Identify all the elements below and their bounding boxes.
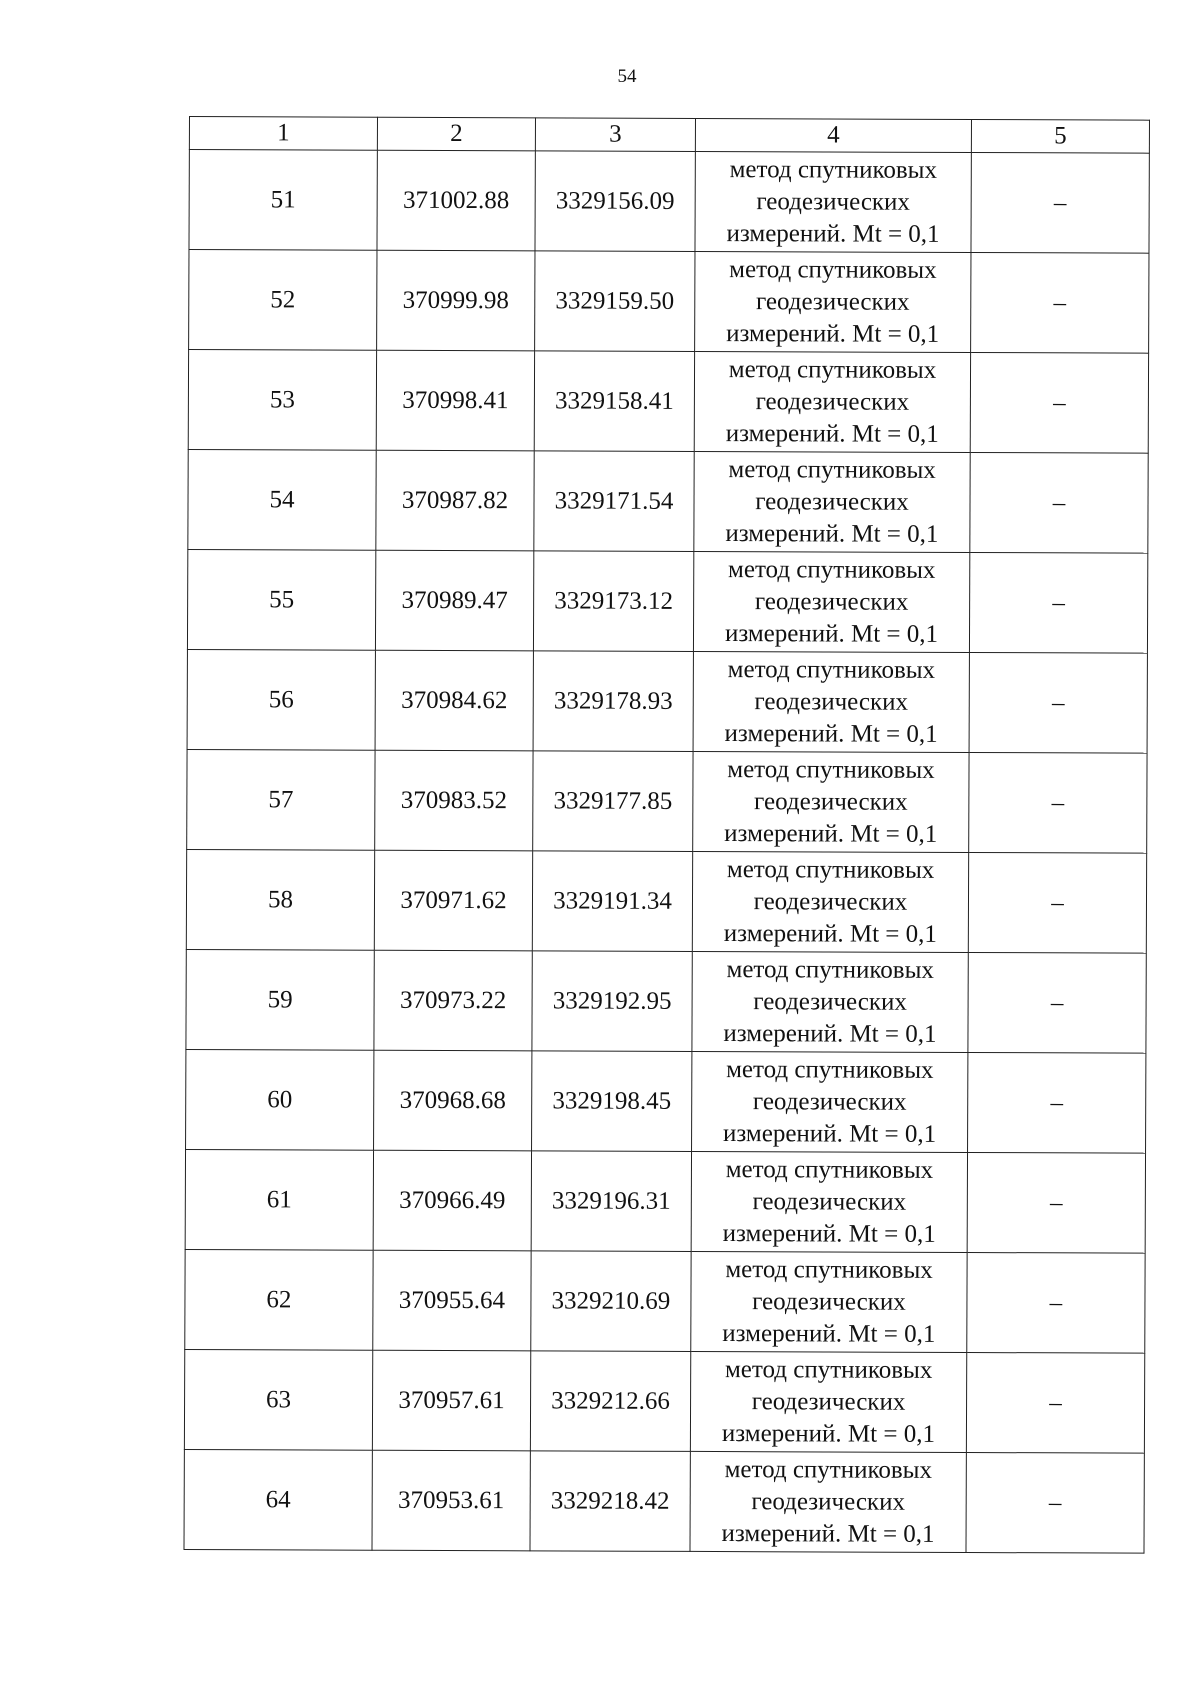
method-line: геодезических bbox=[755, 487, 909, 516]
coordinate-x-cell: 370966.49 bbox=[373, 1150, 531, 1251]
method-line: геодезических bbox=[752, 1187, 907, 1216]
header-col-5: 5 bbox=[971, 120, 1149, 154]
coordinate-y-cell: 3329156.09 bbox=[535, 151, 695, 252]
method-cell bbox=[690, 1351, 966, 1452]
coordinate-y-cell: 3329177.85 bbox=[533, 751, 693, 852]
coordinate-x-cell: 370989.47 bbox=[375, 550, 533, 651]
method-line: геодезических bbox=[754, 787, 908, 816]
coordinate-x-cell: 370999.98 bbox=[377, 250, 535, 351]
note-cell: – bbox=[969, 752, 1147, 853]
method-line: метод спутниковых bbox=[728, 455, 936, 484]
coordinate-y-cell: 3329171.54 bbox=[534, 451, 694, 552]
method-line: измерений. Mt = 0,1 bbox=[724, 719, 938, 748]
method-line: геодезических bbox=[752, 1287, 906, 1316]
note-cell: – bbox=[966, 1352, 1144, 1453]
point-number-cell: 53 bbox=[188, 350, 376, 451]
note-cell: – bbox=[971, 153, 1149, 254]
table-row bbox=[186, 849, 1146, 953]
method-line: измерений. Mt = 0,1 bbox=[721, 1519, 935, 1548]
method-cell bbox=[695, 251, 971, 352]
point-number-cell: 62 bbox=[185, 1249, 373, 1350]
method-cell bbox=[692, 1051, 968, 1152]
table-row bbox=[188, 449, 1148, 553]
note-cell: – bbox=[967, 1152, 1145, 1253]
method-line: метод спутниковых bbox=[725, 1155, 934, 1184]
method-line: измерений. Mt = 0,1 bbox=[726, 319, 940, 348]
point-number-cell: 58 bbox=[186, 849, 374, 950]
method-line: измерений. Mt = 0,1 bbox=[722, 1319, 936, 1348]
table-row bbox=[187, 549, 1147, 653]
method-line: измерений. Mt = 0,1 bbox=[725, 419, 939, 448]
method-line: метод спутниковых bbox=[727, 655, 936, 684]
point-number-cell: 51 bbox=[189, 150, 377, 251]
method-line: измерений. Mt = 0,1 bbox=[723, 1019, 937, 1048]
method-cell bbox=[691, 1151, 967, 1252]
table-body bbox=[184, 150, 1149, 1554]
header-col-4: 4 bbox=[695, 118, 971, 152]
coordinate-y-cell: 3329218.42 bbox=[530, 1451, 690, 1552]
table-header bbox=[189, 117, 1149, 154]
coordinate-x-cell: 370998.41 bbox=[376, 350, 534, 451]
point-number-cell: 52 bbox=[189, 250, 377, 351]
method-line: геодезических bbox=[751, 1487, 906, 1516]
method-line: метод спутниковых bbox=[728, 555, 936, 584]
method-line: геодезических bbox=[752, 1087, 907, 1116]
note-cell: – bbox=[969, 653, 1147, 754]
coordinate-x-cell: 370987.82 bbox=[376, 450, 534, 551]
method-line: метод спутниковых bbox=[725, 1255, 933, 1284]
point-number-cell: 55 bbox=[187, 549, 375, 650]
method-line: геодезических bbox=[755, 387, 910, 416]
table-row bbox=[189, 250, 1149, 354]
method-line: измерений. Mt = 0,1 bbox=[726, 219, 940, 248]
method-line: метод спутниковых bbox=[724, 1355, 933, 1384]
header-row bbox=[189, 117, 1149, 154]
method-line: метод спутниковых bbox=[726, 855, 935, 884]
note-cell: – bbox=[968, 852, 1146, 953]
coordinate-y-cell: 3329196.31 bbox=[531, 1151, 691, 1252]
method-line: метод спутниковых bbox=[729, 255, 937, 284]
point-number-cell: 60 bbox=[186, 1049, 374, 1150]
coordinate-y-cell: 3329159.50 bbox=[535, 251, 695, 352]
coordinate-x-cell: 370955.64 bbox=[373, 1250, 531, 1351]
coordinate-y-cell: 3329212.66 bbox=[530, 1351, 690, 1452]
note-cell: – bbox=[969, 553, 1147, 654]
coordinate-y-cell: 3329158.41 bbox=[534, 351, 694, 452]
coordinate-x-cell: 371002.88 bbox=[377, 150, 535, 251]
coordinate-y-cell: 3329173.12 bbox=[533, 551, 693, 652]
header-col-3: 3 bbox=[535, 118, 695, 152]
method-line: геодезических bbox=[756, 187, 911, 216]
coordinate-y-cell: 3329210.69 bbox=[531, 1251, 691, 1352]
method-line: измерений. Mt = 0,1 bbox=[723, 919, 937, 948]
point-number-cell: 57 bbox=[187, 749, 375, 850]
point-number-cell: 59 bbox=[186, 949, 374, 1050]
table-row bbox=[187, 649, 1147, 753]
method-line: метод спутниковых bbox=[726, 955, 934, 984]
header-col-2: 2 bbox=[377, 117, 535, 151]
method-line: метод спутниковых bbox=[728, 355, 937, 384]
method-line: измерений. Mt = 0,1 bbox=[724, 619, 939, 648]
note-cell: – bbox=[968, 1052, 1146, 1153]
coordinate-x-cell: 370973.22 bbox=[374, 950, 532, 1051]
method-line: метод спутниковых bbox=[726, 1055, 934, 1084]
method-line: измерений. Mt = 0,1 bbox=[721, 1419, 936, 1448]
table-row bbox=[185, 1249, 1145, 1353]
method-line: геодезических bbox=[751, 1387, 906, 1416]
point-number-cell: 64 bbox=[184, 1449, 372, 1550]
table-row bbox=[184, 1349, 1144, 1453]
coordinates-table bbox=[183, 116, 1149, 1554]
method-line: метод спутниковых bbox=[724, 1455, 933, 1484]
note-cell: – bbox=[966, 1452, 1144, 1553]
method-line: геодезических bbox=[753, 987, 907, 1016]
coordinate-x-cell: 370953.61 bbox=[372, 1450, 530, 1551]
method-cell bbox=[693, 651, 969, 752]
method-cell bbox=[692, 951, 968, 1052]
coordinate-x-cell: 370957.61 bbox=[372, 1350, 530, 1451]
method-line: измерений. Mt = 0,1 bbox=[722, 1219, 936, 1248]
header-col-1: 1 bbox=[189, 117, 377, 151]
note-cell: – bbox=[967, 1252, 1145, 1353]
coordinate-x-cell: 370984.62 bbox=[375, 650, 533, 751]
method-cell bbox=[691, 1251, 967, 1352]
point-number-cell: 56 bbox=[187, 649, 375, 750]
method-line: измерений. Mt = 0,1 bbox=[724, 819, 938, 848]
method-line: измерений. Mt = 0,1 bbox=[723, 1119, 937, 1148]
point-number-cell: 61 bbox=[185, 1149, 373, 1250]
note-cell: – bbox=[968, 952, 1146, 1053]
coordinate-y-cell: 3329192.95 bbox=[532, 951, 692, 1052]
method-cell bbox=[693, 551, 969, 652]
point-number-cell: 54 bbox=[188, 449, 376, 550]
coordinate-y-cell: 3329198.45 bbox=[532, 1051, 692, 1152]
method-line: геодезических bbox=[754, 687, 909, 716]
method-line: метод спутниковых bbox=[729, 155, 938, 184]
table-row bbox=[186, 1049, 1146, 1153]
table-row bbox=[187, 749, 1147, 853]
coordinate-x-cell: 370971.62 bbox=[374, 850, 532, 951]
note-cell: – bbox=[970, 453, 1148, 554]
table-row bbox=[184, 1449, 1144, 1553]
page-number: 54 bbox=[617, 66, 637, 87]
method-line: геодезических bbox=[755, 287, 910, 316]
method-line: измерений. Mt = 0,1 bbox=[725, 519, 939, 548]
note-cell: – bbox=[970, 353, 1148, 454]
table-row bbox=[186, 949, 1146, 1053]
method-line: геодезических bbox=[754, 587, 909, 616]
table-row bbox=[188, 350, 1148, 454]
table-row bbox=[189, 150, 1149, 254]
method-line: метод спутниковых bbox=[727, 755, 935, 784]
coordinate-y-cell: 3329191.34 bbox=[532, 851, 692, 952]
method-cell bbox=[690, 1451, 966, 1552]
method-cell bbox=[694, 451, 970, 552]
coordinate-y-cell: 3329178.93 bbox=[533, 651, 693, 752]
note-cell: – bbox=[971, 253, 1149, 354]
coordinate-x-cell: 370968.68 bbox=[374, 1050, 532, 1151]
table-row bbox=[185, 1149, 1145, 1253]
method-cell bbox=[692, 851, 968, 952]
point-number-cell: 63 bbox=[184, 1349, 372, 1450]
method-cell bbox=[695, 151, 971, 252]
coordinate-x-cell: 370983.52 bbox=[375, 750, 533, 851]
method-line: геодезических bbox=[753, 887, 908, 916]
method-cell bbox=[693, 751, 969, 852]
method-cell bbox=[694, 351, 970, 452]
